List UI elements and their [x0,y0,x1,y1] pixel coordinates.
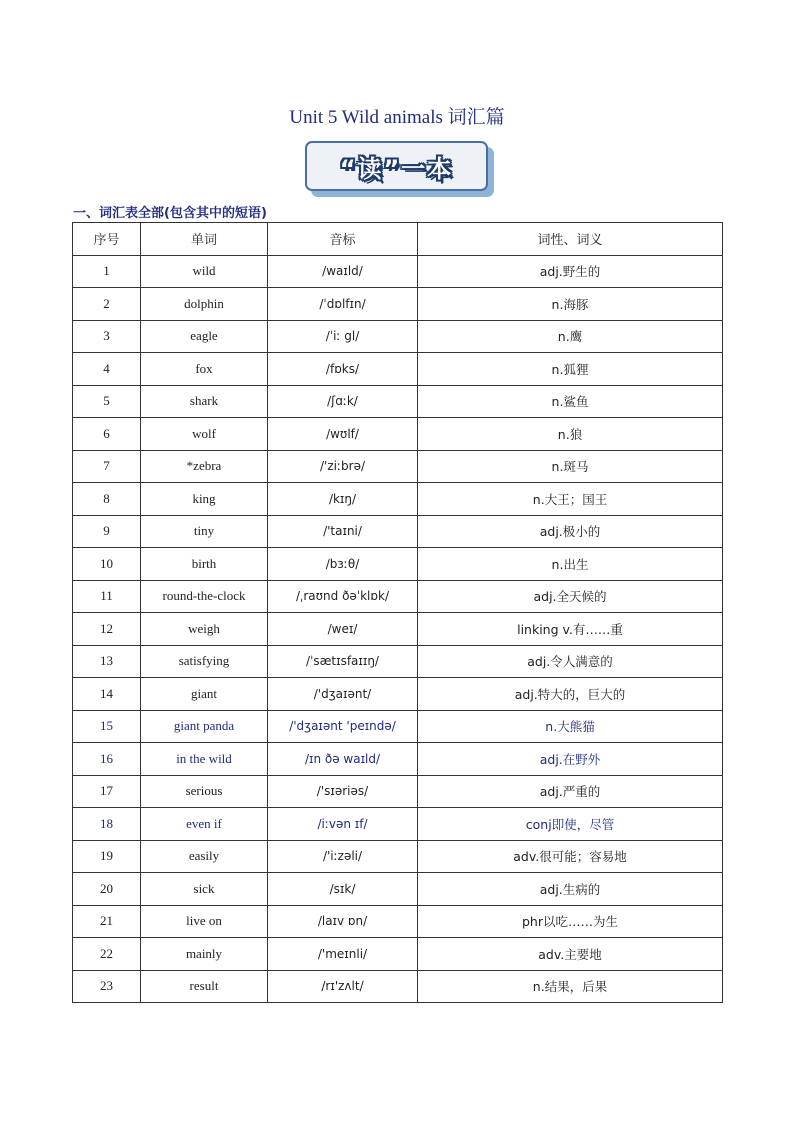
cell-word: king [141,483,268,516]
cell-phonetic: /ˈiː gl/ [268,320,418,353]
cell-word: sick [141,873,268,906]
cell-number: 18 [73,808,141,841]
cell-meaning: n.出生 [418,548,723,581]
cell-meaning: adj.极小的 [418,515,723,548]
cell-meaning: adj.在野外 [418,743,723,776]
cell-word: serious [141,775,268,808]
cell-number: 3 [73,320,141,353]
cell-word: satisfying [141,645,268,678]
cell-phonetic: /'dʒaɪənt 'peɪndə/ [268,710,418,743]
cell-meaning: n.鹰 [418,320,723,353]
cell-meaning: adj.野生的 [418,255,723,288]
cell-phonetic: /ˈdɒlfɪn/ [268,288,418,321]
cell-word: tiny [141,515,268,548]
cell-number: 14 [73,678,141,711]
section-heading: 一、词汇表全部(包含其中的短语) [73,206,267,221]
table-row [73,288,723,321]
cell-phonetic: /waɪld/ [268,255,418,288]
cell-meaning: n.结果，后果 [418,970,723,1003]
cell-meaning: adj.严重的 [418,775,723,808]
table-row [73,905,723,938]
cell-phonetic: /ˌraʊnd ðəˈklɒk/ [268,580,418,613]
table-row [73,418,723,451]
cell-word: dolphin [141,288,268,321]
cell-meaning: adj.全天候的 [418,580,723,613]
cell-word: even if [141,808,268,841]
cell-number: 5 [73,385,141,418]
cell-meaning: adv.很可能；容易地 [418,840,723,873]
cell-number: 15 [73,710,141,743]
table-row [73,710,723,743]
cell-word: giant [141,678,268,711]
cell-number: 23 [73,970,141,1003]
cell-word: weigh [141,613,268,646]
table-row [73,385,723,418]
table-row [73,353,723,386]
cell-word: in the wild [141,743,268,776]
header-number: 序号 [73,223,141,256]
table-row [73,775,723,808]
cell-phonetic: /wʊlf/ [268,418,418,451]
cell-phonetic: /'taɪni/ [268,515,418,548]
table-row [73,515,723,548]
cell-word: eagle [141,320,268,353]
table-row [73,483,723,516]
table-body [73,255,723,1003]
cell-meaning: linking v.有……重 [418,613,723,646]
cell-phonetic: /rɪ'zʌlt/ [268,970,418,1003]
cell-meaning: n.狐狸 [418,353,723,386]
cell-phonetic: /weɪ/ [268,613,418,646]
cell-number: 11 [73,580,141,613]
table-row [73,678,723,711]
cell-meaning: n.大熊猫 [418,710,723,743]
cell-meaning: conj即使，尽管 [418,808,723,841]
cell-number: 13 [73,645,141,678]
table-row [73,450,723,483]
cell-word: birth [141,548,268,581]
cell-meaning: adv.主要地 [418,938,723,971]
cell-phonetic: /'sɪəriəs/ [268,775,418,808]
cell-number: 6 [73,418,141,451]
cell-meaning: n.斑马 [418,450,723,483]
table-row [73,938,723,971]
cell-number: 22 [73,938,141,971]
cell-number: 20 [73,873,141,906]
cell-number: 7 [73,450,141,483]
cell-phonetic: /ʃɑːk/ [268,385,418,418]
cell-number: 21 [73,905,141,938]
cell-phonetic: /iːvən ɪf/ [268,808,418,841]
cell-phonetic: /'dʒaɪənt/ [268,678,418,711]
table-row [73,580,723,613]
table-row [73,743,723,776]
cell-phonetic: /'iːzəli/ [268,840,418,873]
cell-meaning: n.大王；国王 [418,483,723,516]
cell-phonetic: /ɪn ðə waɪld/ [268,743,418,776]
cell-phonetic: /'ziːbrə/ [268,450,418,483]
cell-number: 4 [73,353,141,386]
read-badge-label: “读”一本 [305,141,488,191]
cell-word: *zebra [141,450,268,483]
cell-word: round-the-clock [141,580,268,613]
read-badge [305,141,492,195]
cell-phonetic: /sɪk/ [268,873,418,906]
table-row [73,645,723,678]
cell-number: 17 [73,775,141,808]
header-phonetic: 音标 [268,223,418,256]
cell-phonetic: /kɪŋ/ [268,483,418,516]
vocabulary-table [72,222,723,1003]
cell-word: fox [141,353,268,386]
cell-word: live on [141,905,268,938]
cell-meaning: adj.生病的 [418,873,723,906]
cell-meaning: phr以吃……为生 [418,905,723,938]
table-row [73,873,723,906]
cell-word: easily [141,840,268,873]
cell-word: wild [141,255,268,288]
cell-phonetic: /bɜːθ/ [268,548,418,581]
cell-number: 12 [73,613,141,646]
cell-number: 10 [73,548,141,581]
cell-meaning: n.鲨鱼 [418,385,723,418]
cell-word: wolf [141,418,268,451]
cell-phonetic: /laɪv ɒn/ [268,905,418,938]
table-row [73,255,723,288]
cell-phonetic: /ˈsætɪsfaɪɪŋ/ [268,645,418,678]
cell-word: result [141,970,268,1003]
table-row [73,613,723,646]
cell-number: 16 [73,743,141,776]
cell-number: 19 [73,840,141,873]
cell-number: 2 [73,288,141,321]
cell-meaning: n.海豚 [418,288,723,321]
cell-number: 8 [73,483,141,516]
cell-word: mainly [141,938,268,971]
table-header-row [73,223,723,256]
cell-meaning: n.狼 [418,418,723,451]
cell-meaning: adj.令人满意的 [418,645,723,678]
cell-word: giant panda [141,710,268,743]
table-row [73,548,723,581]
cell-number: 1 [73,255,141,288]
table-row [73,970,723,1003]
cell-word: shark [141,385,268,418]
header-meaning: 词性、词义 [418,223,723,256]
cell-meaning: adj.特大的，巨大的 [418,678,723,711]
table-row [73,840,723,873]
cell-phonetic: /'meɪnli/ [268,938,418,971]
table-row [73,808,723,841]
page-title: Unit 5 Wild animals 词汇篇 [289,107,505,128]
header-word: 单词 [141,223,268,256]
cell-number: 9 [73,515,141,548]
table-row [73,320,723,353]
cell-phonetic: /fɒks/ [268,353,418,386]
